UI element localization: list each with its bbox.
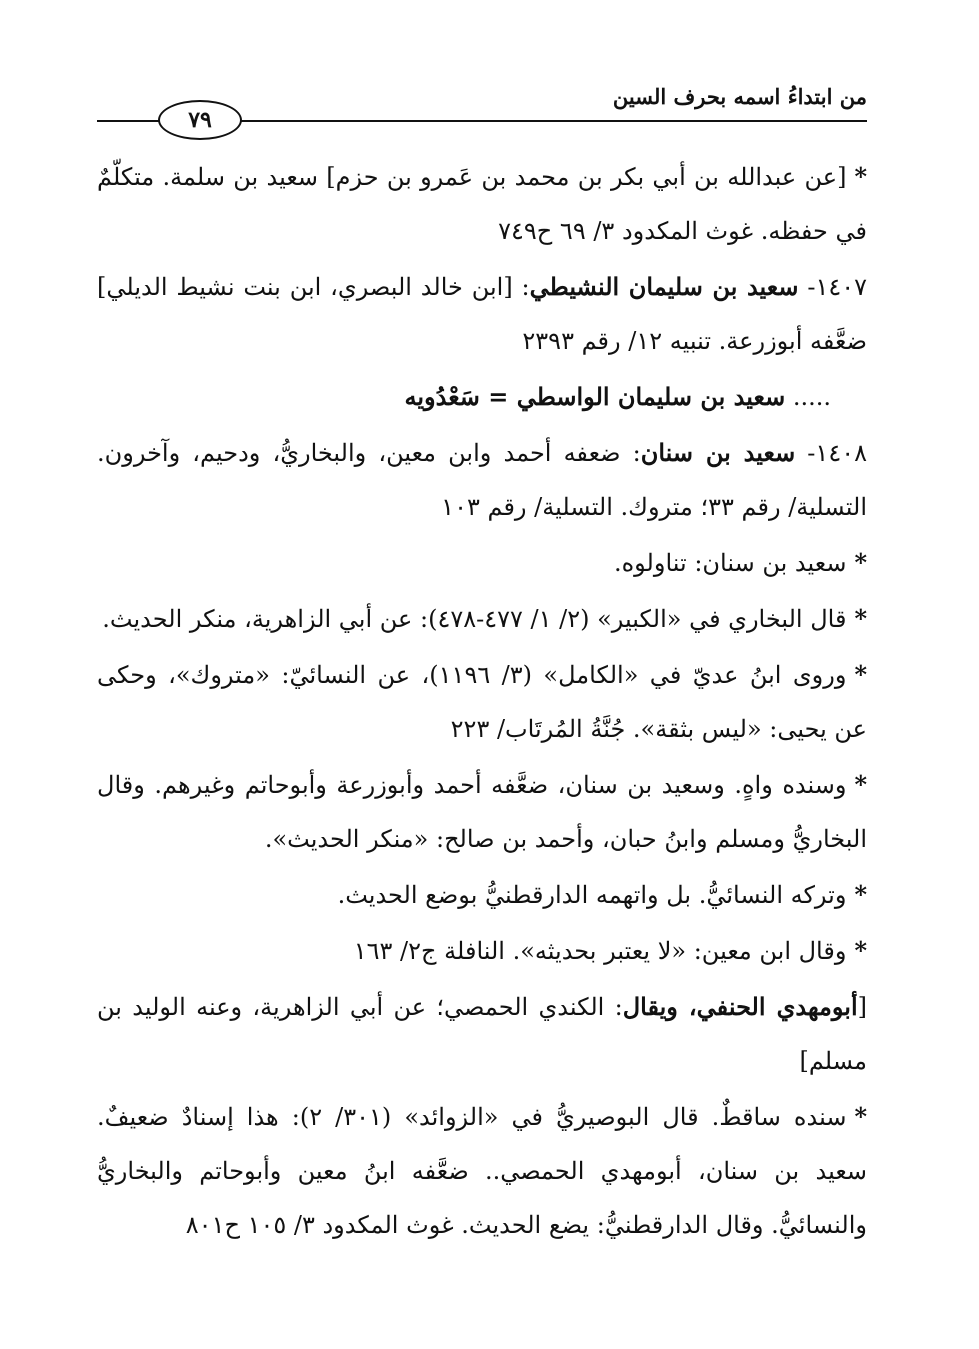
page-number bbox=[158, 100, 242, 140]
entry-heading-text: سعيد بن سليمان النشيطي bbox=[529, 272, 799, 301]
paragraph-p6 bbox=[97, 592, 867, 646]
paragraph-text: سنده ساقطٌ. قال البوصيريُّ في «الزوائد» (٣٠١/ ٢): هذا إسنادٌ ضعيفٌ. سعيد بن سنان، أبومهدي الحمصي.. ضعَّفه ابنُ معين وأبوحاتم والبخاريُّ والنسائيُّ. وقال الدارقطنيُّ: يضع الحديث. غوث المكدود ٣/ ١٠٥ ح٨٠١ bbox=[97, 1103, 867, 1239]
star-marker-icon: * bbox=[854, 660, 868, 689]
paragraph-p9 bbox=[97, 868, 867, 922]
paragraph-text: : ضعفه أحمد وابن معين، والبخاريُّ، ودحيم، وآخرون. التسلية/ رقم ٣٣؛ متروك. التسلية/ رقم ١٠٣ bbox=[97, 439, 867, 521]
paragraph-text: وروى ابنُ عديّ في «الكامل» (٣/ ١١٩٦)، عن النسائيّ: «متروك»، وحكى عن يحيى: «ليس بثقة». جُنَّةُ المُرتَاب/ ٢٢٣ bbox=[97, 661, 867, 743]
paragraph-text: وسنده واهٍ. وسعيد بن سنان، ضعَّفه أحمد وأبوزرعة وأبوحاتم وغيرهم. وقال البخاريُّ ومسلم وابنُ حبان، وأحمد بن صالح: «منكر الحديث». bbox=[97, 771, 867, 853]
running-header-title: من ابتداءُ اسمه بحرف السين bbox=[612, 84, 867, 109]
paragraph-p5 bbox=[97, 536, 867, 590]
paragraph-p4 bbox=[97, 426, 867, 534]
star-marker-icon: * bbox=[854, 770, 867, 799]
paragraph-text: قال البخاري في «الكبير» (٢/ ١/ ٤٧٧-٤٧٨): عن أبي الزاهرية، منكر الحديث. bbox=[102, 605, 847, 633]
paragraph-text: [عن عبدالله بن أبي بكر بن محمد بن عَمرو بن حزم] سعيد بن سلمة. متكلّمٌ في حفظه. غوث المكدود ٣/ ٦٩ ح٧٤٩ bbox=[97, 163, 867, 245]
paragraph-p8 bbox=[97, 758, 867, 866]
paragraph-text: : الكندي الحمصي؛ عن أبي الزاهرية، وعنه الوليد بن مسلم] bbox=[97, 993, 867, 1075]
paragraph-p1 bbox=[97, 150, 867, 258]
paragraph-text: وتركه النسائيُّ. بل واتهمه الدارقطنيُّ بوضع الحديث. bbox=[337, 881, 847, 909]
paragraph-text: ١٤٠٨- bbox=[795, 439, 867, 467]
paragraph-p2 bbox=[97, 260, 867, 368]
entry-heading-text: سعيد بن سليمان الواسطي = سَعْدُويه bbox=[404, 382, 786, 411]
entry-heading-text: أبومهدي الحنفي، ويقال bbox=[622, 992, 858, 1021]
star-marker-icon: * bbox=[854, 936, 867, 965]
paragraph-text: : [ابن خالد البصري، ابن بنت نشيط الديلي] ضعَّفه أبوزرعة. تنبيه ١٢/ رقم ٢٣٩٣ bbox=[97, 273, 867, 355]
paragraph-p7 bbox=[97, 648, 867, 756]
star-marker-icon: * bbox=[854, 548, 867, 577]
paragraph-p11 bbox=[97, 980, 867, 1088]
paragraph-text: وقال ابن معين: «لا يعتبر بحديثه». النافلة ج٢/ ١٦٣ bbox=[353, 937, 847, 965]
entry-heading-text: سعيد بن سنان bbox=[640, 438, 796, 467]
paragraph-text: سعيد بن سنان: تناولوه. bbox=[613, 549, 847, 577]
page-number-text: ٧٩ bbox=[188, 107, 212, 133]
paragraph-text: [ bbox=[857, 993, 867, 1021]
star-marker-icon: * bbox=[854, 162, 867, 191]
star-marker-icon: * bbox=[854, 604, 867, 633]
paragraph-text: ..... bbox=[785, 383, 831, 411]
star-marker-icon: * bbox=[854, 880, 867, 909]
paragraph-p10 bbox=[97, 924, 867, 978]
paragraph-p12 bbox=[97, 1090, 867, 1252]
paragraph-p3 bbox=[97, 370, 867, 424]
star-marker-icon: * bbox=[854, 1102, 868, 1131]
paragraph-text: ١٤٠٧- bbox=[798, 273, 867, 301]
page-body-text bbox=[97, 150, 867, 1252]
